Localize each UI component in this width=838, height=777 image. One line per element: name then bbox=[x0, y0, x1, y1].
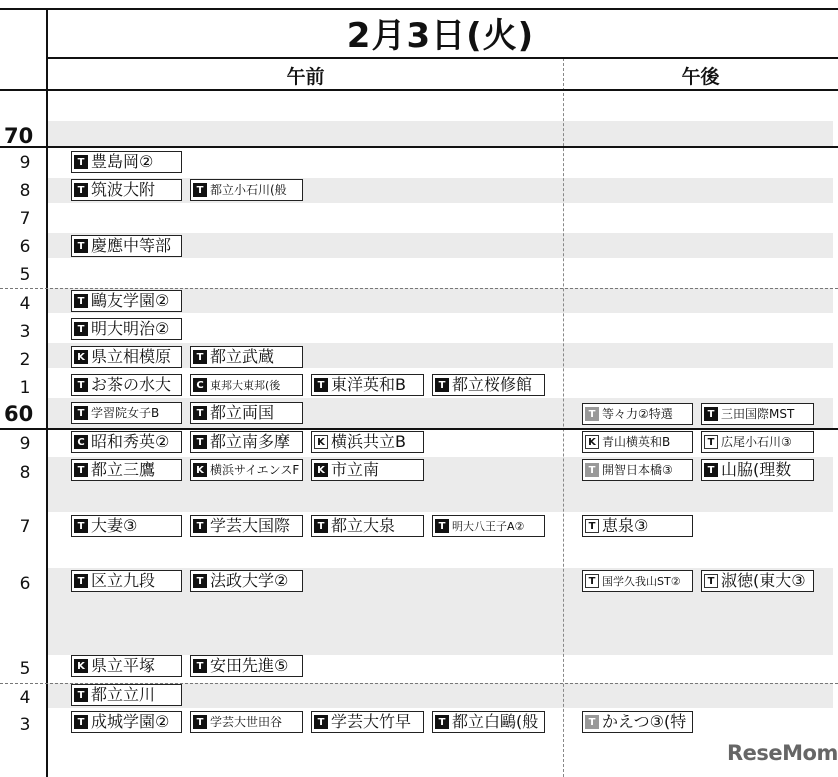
school-tag bbox=[71, 151, 182, 173]
school-name: 東邦大東邦(後 bbox=[210, 378, 281, 392]
rank-label: 4 bbox=[19, 688, 31, 708]
left-column-border bbox=[46, 10, 48, 777]
resemom-logo: ReseMom bbox=[727, 741, 838, 765]
school-name: 青山横英和B bbox=[602, 435, 671, 449]
badge-t: T bbox=[74, 294, 88, 308]
badge-c: C bbox=[74, 435, 88, 449]
school-tag bbox=[701, 431, 814, 453]
badge-t: T bbox=[314, 378, 328, 392]
rank-label: 6 bbox=[19, 237, 31, 257]
badge-t: T bbox=[74, 688, 88, 702]
school-name: 明大明治② bbox=[91, 319, 170, 338]
school-name: 横浜共立B bbox=[331, 432, 406, 451]
school-tag bbox=[582, 570, 693, 592]
school-tag bbox=[71, 346, 182, 368]
school-tag bbox=[582, 459, 693, 481]
rank-label: 7 bbox=[19, 517, 31, 537]
school-tag bbox=[582, 515, 693, 537]
badge-t: T bbox=[74, 183, 88, 197]
school-tag bbox=[190, 655, 303, 677]
badge-t: T bbox=[74, 463, 88, 477]
badge-t: T bbox=[585, 574, 599, 588]
badge-t: T bbox=[74, 239, 88, 253]
school-name: 都立立川 bbox=[91, 685, 156, 704]
school-name: 恵泉③ bbox=[602, 516, 649, 535]
badge-k: K bbox=[585, 435, 599, 449]
badge-t: T bbox=[435, 715, 449, 729]
badge-t: T bbox=[193, 350, 207, 364]
badge-k: K bbox=[74, 350, 88, 364]
badge-t: T bbox=[74, 155, 88, 169]
school-tag bbox=[71, 235, 182, 257]
rank-label: 5 bbox=[19, 659, 31, 679]
school-tag bbox=[71, 459, 182, 481]
badge-c: C bbox=[193, 378, 207, 392]
school-tag bbox=[190, 346, 303, 368]
rank-65-line bbox=[0, 288, 838, 289]
badge-t: T bbox=[704, 407, 718, 421]
school-name: 都立小石川(般 bbox=[210, 183, 287, 197]
school-tag bbox=[432, 515, 545, 537]
school-tag bbox=[311, 459, 424, 481]
school-name: 学芸大世田谷 bbox=[210, 715, 283, 729]
school-tag bbox=[311, 711, 424, 733]
badge-t: T bbox=[704, 574, 718, 588]
school-name: 法政大学② bbox=[210, 571, 289, 590]
rank-label: 8 bbox=[19, 181, 31, 201]
badge-k: K bbox=[74, 659, 88, 673]
badge-t: T bbox=[193, 659, 207, 673]
school-tag bbox=[71, 431, 182, 453]
school-name: 等々力②特選 bbox=[602, 407, 673, 421]
rank-70-line bbox=[0, 146, 838, 148]
school-name: 都立大泉 bbox=[331, 516, 396, 535]
rank-label: 60 bbox=[4, 402, 34, 426]
rank-label: 9 bbox=[19, 153, 31, 173]
school-name: 市立南 bbox=[331, 460, 380, 479]
school-tag bbox=[311, 515, 424, 537]
school-name: 豊島岡② bbox=[91, 152, 154, 171]
school-name: 都立三鷹 bbox=[91, 460, 156, 479]
school-name: 昭和秀英② bbox=[91, 432, 170, 451]
school-tag bbox=[701, 459, 814, 481]
school-tag bbox=[582, 403, 693, 425]
school-name: 国学久我山ST② bbox=[602, 574, 681, 588]
school-name: 県立相模原 bbox=[91, 347, 172, 366]
school-name: 都立桜修館 bbox=[452, 375, 533, 394]
badge-t: T bbox=[193, 183, 207, 197]
school-tag bbox=[190, 711, 303, 733]
rank-label: 3 bbox=[19, 715, 31, 735]
date-title: 2月3日(火) bbox=[346, 16, 535, 56]
school-tag bbox=[71, 515, 182, 537]
school-name: 山脇(理数 bbox=[721, 460, 792, 479]
badge-t: T bbox=[435, 378, 449, 392]
rank-label: 8 bbox=[19, 463, 31, 483]
rank-label: 7 bbox=[19, 209, 31, 229]
school-tag bbox=[71, 290, 182, 312]
rank-label: 9 bbox=[19, 434, 31, 454]
school-tag bbox=[71, 179, 182, 201]
badge-k: K bbox=[314, 463, 328, 477]
rank-label: 4 bbox=[19, 294, 31, 314]
school-tag bbox=[190, 431, 303, 453]
school-tag bbox=[190, 570, 303, 592]
school-tag bbox=[71, 374, 182, 396]
am-pm-divider bbox=[563, 58, 564, 777]
school-name: 区立九段 bbox=[91, 571, 156, 590]
school-name: 成城学園② bbox=[91, 712, 170, 731]
rank-label: 5 bbox=[19, 265, 31, 285]
badge-t: T bbox=[74, 322, 88, 336]
school-tag bbox=[190, 459, 303, 481]
school-tag bbox=[701, 570, 814, 592]
badge-t: T bbox=[585, 519, 599, 533]
school-tag bbox=[190, 374, 303, 396]
badge-t: T bbox=[585, 715, 599, 729]
badge-t: T bbox=[74, 574, 88, 588]
school-name: 三田国際MST bbox=[721, 407, 795, 421]
badge-t: T bbox=[704, 435, 718, 449]
rank-label: 1 bbox=[19, 378, 31, 398]
school-tag bbox=[190, 402, 303, 424]
school-name: かえつ③(特 bbox=[602, 712, 687, 731]
badge-t: T bbox=[74, 378, 88, 392]
school-tag bbox=[71, 684, 182, 706]
school-name: 安田先進⑤ bbox=[210, 656, 289, 675]
pm-header: 午後 bbox=[681, 66, 720, 88]
school-tag bbox=[582, 431, 693, 453]
school-name: 横浜サイエンスF bbox=[210, 463, 300, 477]
school-name: 東洋英和B bbox=[331, 375, 406, 394]
badge-t: T bbox=[314, 715, 328, 729]
school-name: 都立両国 bbox=[210, 403, 275, 422]
school-tag bbox=[190, 515, 303, 537]
school-name: 学習院女子B bbox=[91, 406, 160, 420]
header-underline bbox=[0, 89, 838, 91]
school-tag bbox=[71, 318, 182, 340]
rank-60-line bbox=[0, 428, 838, 430]
badge-t: T bbox=[435, 519, 449, 533]
school-name: 慶應中等部 bbox=[91, 236, 172, 255]
school-name: 都立武蔵 bbox=[210, 347, 275, 366]
school-name: お茶の水大 bbox=[91, 375, 172, 394]
school-name: 広尾小石川③ bbox=[721, 435, 792, 449]
badge-t: T bbox=[314, 519, 328, 533]
school-name: 学芸大竹早 bbox=[331, 712, 412, 731]
school-tag bbox=[71, 711, 182, 733]
school-name: 淑徳(東大③ bbox=[721, 571, 806, 590]
badge-t: T bbox=[585, 407, 599, 421]
badge-t: T bbox=[704, 463, 718, 477]
badge-k: K bbox=[314, 435, 328, 449]
school-tag bbox=[582, 711, 693, 733]
school-name: 都立白鷗(般 bbox=[452, 712, 539, 731]
badge-t: T bbox=[193, 715, 207, 729]
am-header: 午前 bbox=[286, 66, 325, 88]
badge-t: T bbox=[585, 463, 599, 477]
school-tag bbox=[432, 711, 545, 733]
school-tag bbox=[311, 431, 424, 453]
school-tag bbox=[71, 570, 182, 592]
badge-k: K bbox=[193, 463, 207, 477]
rank-label: 3 bbox=[19, 322, 31, 342]
rank-label: 70 bbox=[4, 124, 34, 148]
badge-t: T bbox=[74, 715, 88, 729]
school-name: 明大八王子A② bbox=[452, 519, 525, 533]
rank-label: 6 bbox=[19, 574, 31, 594]
rank-label: 2 bbox=[19, 350, 31, 370]
school-tag bbox=[432, 374, 545, 396]
school-name: 学芸大国際 bbox=[210, 516, 291, 535]
badge-t: T bbox=[193, 435, 207, 449]
school-name: 開智日本橋③ bbox=[602, 463, 673, 477]
school-name: 都立南多摩 bbox=[210, 432, 291, 451]
school-name: 筑波大附 bbox=[91, 180, 156, 199]
badge-t: T bbox=[193, 519, 207, 533]
school-name: 鷗友学園② bbox=[91, 291, 170, 310]
badge-t: T bbox=[74, 519, 88, 533]
school-tag bbox=[71, 402, 182, 424]
badge-t: T bbox=[193, 574, 207, 588]
badge-t: T bbox=[193, 406, 207, 420]
school-tag bbox=[71, 655, 182, 677]
row-stripe bbox=[48, 121, 833, 146]
school-tag bbox=[701, 403, 814, 425]
badge-t: T bbox=[74, 406, 88, 420]
school-name: 県立平塚 bbox=[91, 656, 156, 675]
school-name: 大妻③ bbox=[91, 516, 138, 535]
school-tag bbox=[311, 374, 424, 396]
title-underline bbox=[46, 57, 838, 59]
school-tag bbox=[190, 179, 303, 201]
